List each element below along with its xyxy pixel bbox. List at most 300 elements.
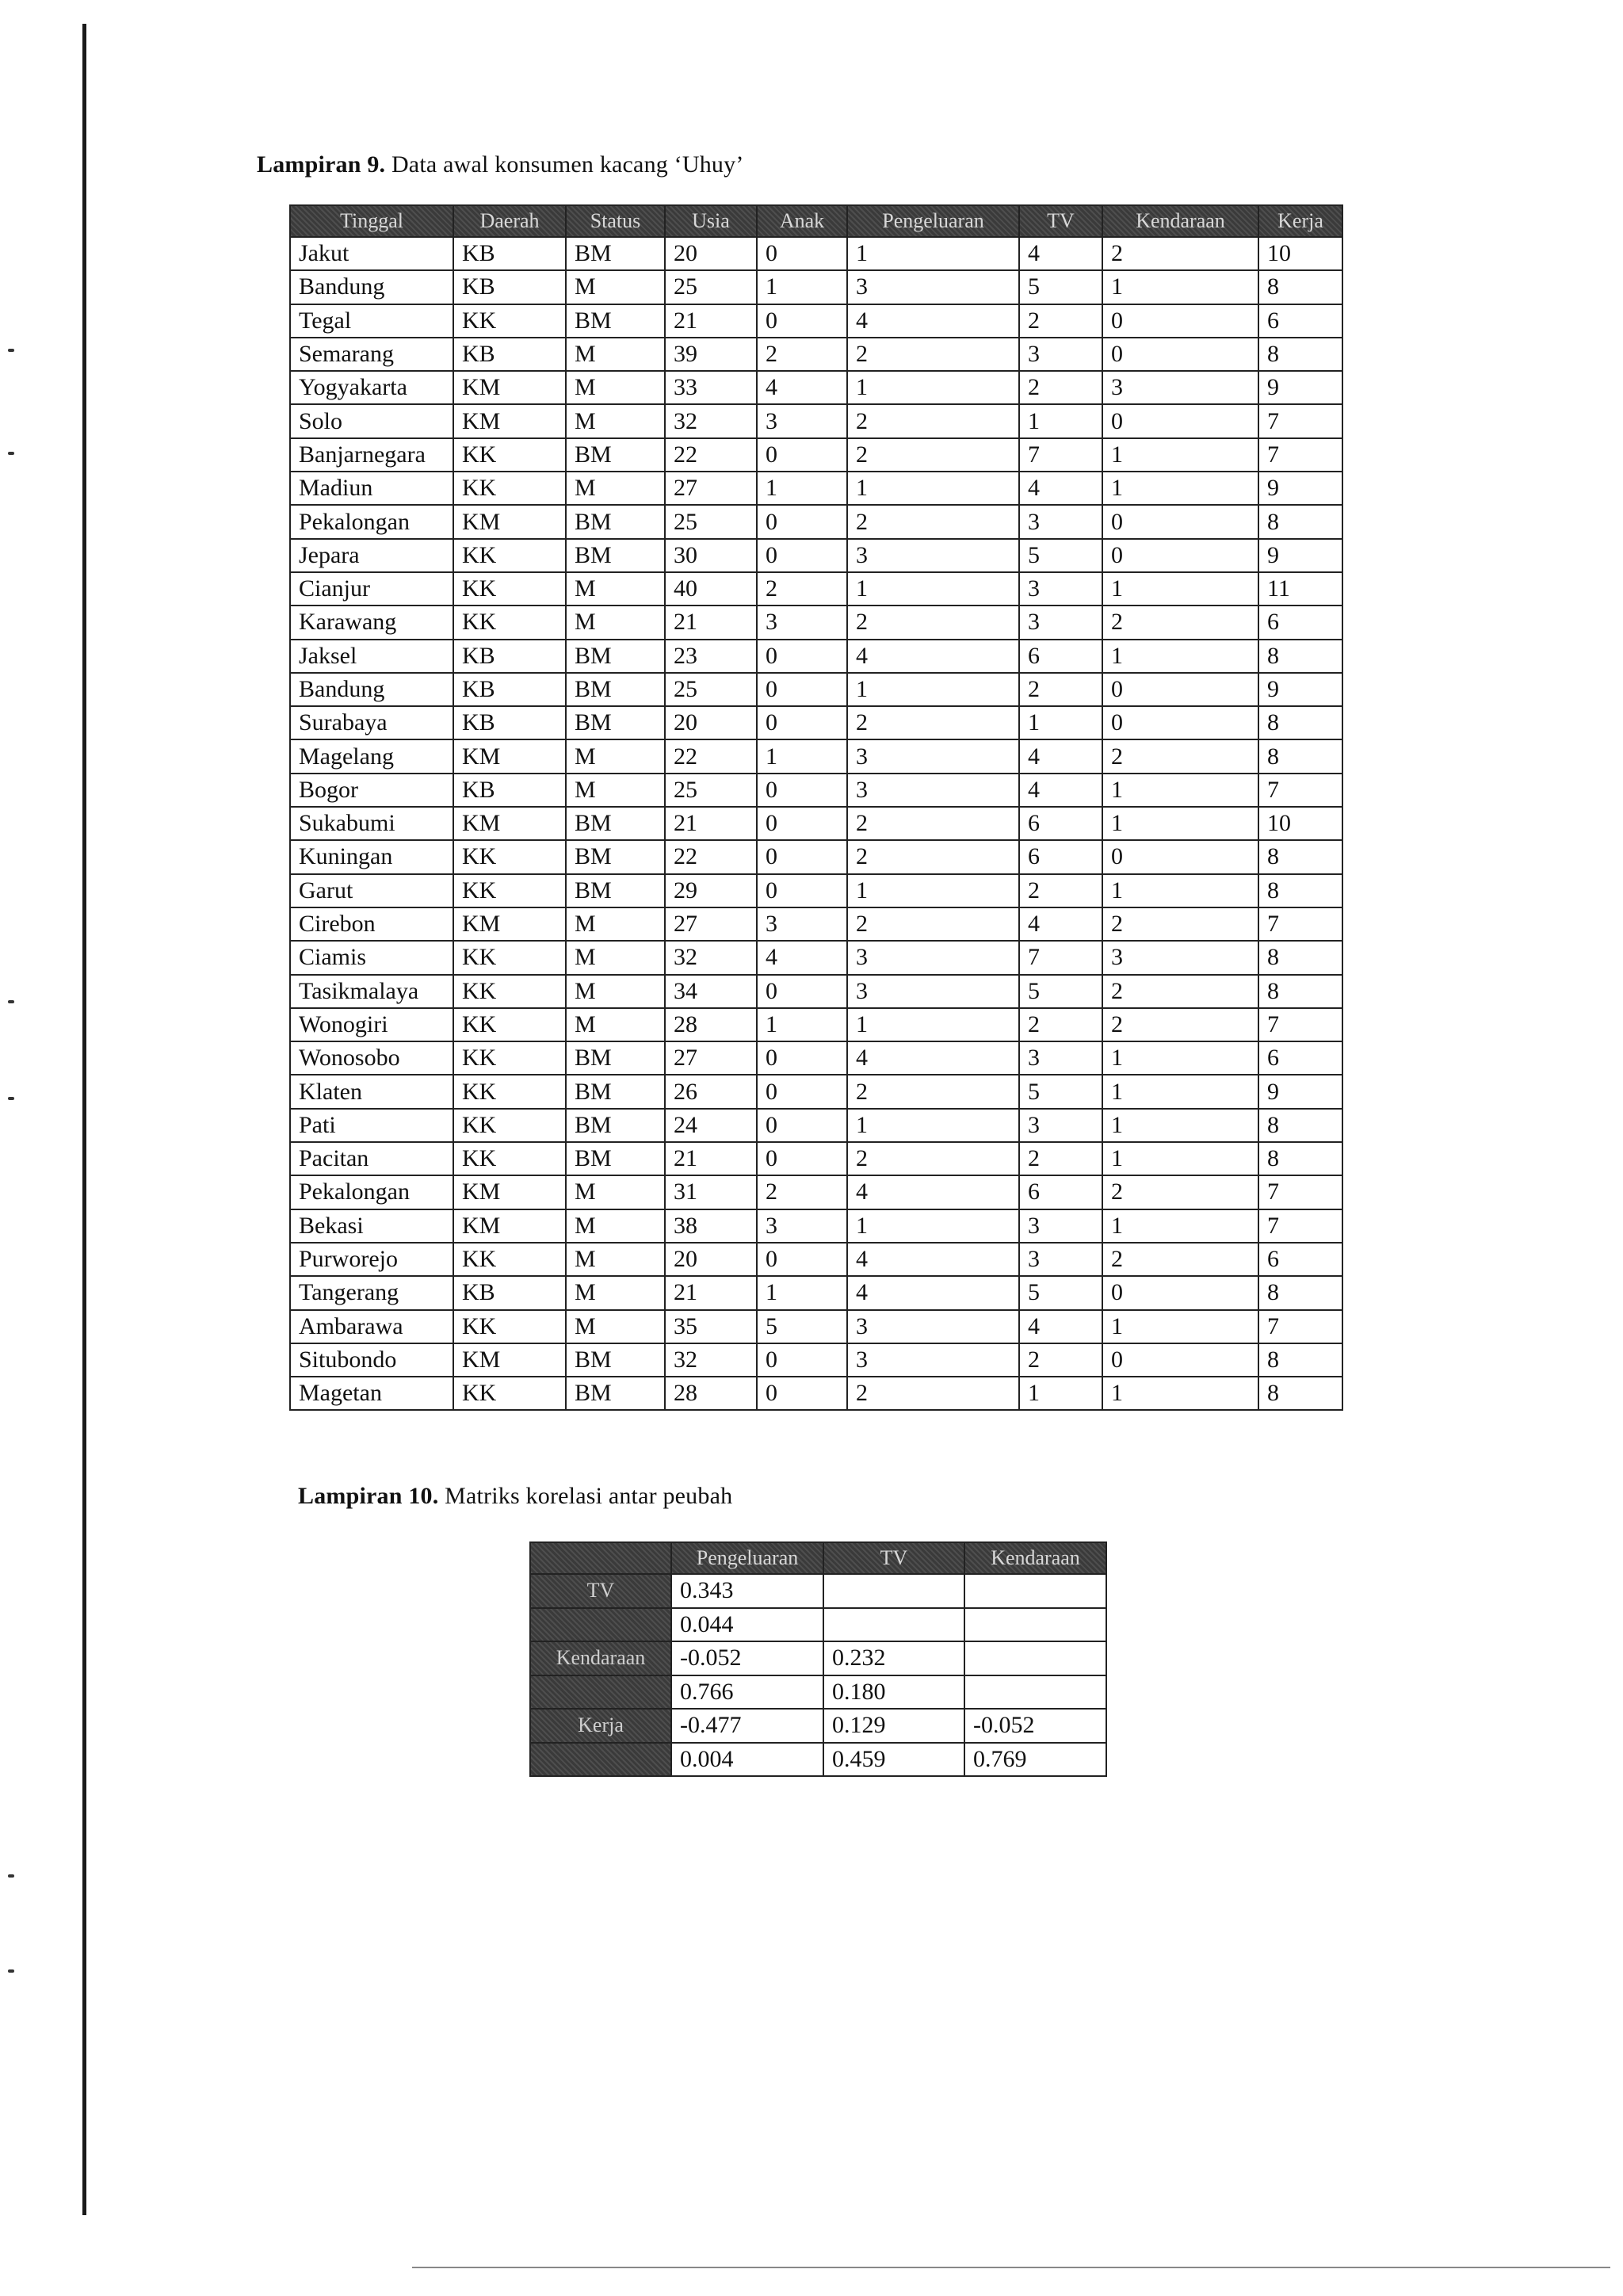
table-cell: 32 — [665, 941, 757, 974]
table-cell: KM — [453, 371, 566, 404]
table-cell — [964, 1641, 1106, 1675]
table-cell: BM — [566, 874, 665, 907]
table-cell: 0 — [757, 237, 847, 270]
table-cell: 2 — [1102, 1175, 1258, 1209]
table-cell: 0 — [1102, 505, 1258, 538]
table-cell: 9 — [1258, 673, 1342, 706]
table-cell: 34 — [665, 975, 757, 1008]
table-cell: 2 — [847, 338, 1019, 371]
table-cell: 0 — [757, 975, 847, 1008]
table-cell: Tasikmalaya — [290, 975, 453, 1008]
table-cell: 0 — [757, 1343, 847, 1377]
table-cell: 4 — [1019, 237, 1102, 270]
table-cell: 20 — [665, 237, 757, 270]
table-row — [290, 270, 1342, 304]
table-cell: KK — [453, 539, 566, 572]
table-cell: Tangerang — [290, 1276, 453, 1309]
table-cell: 11 — [1258, 572, 1342, 606]
table-cell: BM — [566, 237, 665, 270]
table-cell: M — [566, 739, 665, 773]
table-cell: 27 — [665, 1041, 757, 1075]
table-cell: 8 — [1258, 1276, 1342, 1309]
table-cell: 2 — [1102, 1243, 1258, 1276]
table-cell: BM — [566, 304, 665, 338]
lampiran-10-label: Lampiran 10. — [298, 1483, 439, 1509]
table-cell: 0 — [1102, 673, 1258, 706]
table-cell: 3 — [1102, 371, 1258, 404]
table-cell: 0 — [1102, 338, 1258, 371]
table-cell: KK — [453, 1310, 566, 1343]
table-cell: 3 — [1019, 338, 1102, 371]
scan-speck — [8, 452, 14, 455]
table-cell: KK — [453, 1109, 566, 1142]
table-cell — [964, 1675, 1106, 1710]
table-cell: Kuningan — [290, 840, 453, 873]
table-cell: 8 — [1258, 270, 1342, 304]
table-cell: 2 — [1019, 1008, 1102, 1041]
table-cell: 8 — [1258, 739, 1342, 773]
table-row — [290, 404, 1342, 437]
table-cell: 40 — [665, 572, 757, 606]
table-cell: 2 — [1019, 1343, 1102, 1377]
table-cell: 1 — [1102, 438, 1258, 472]
table-cell: 8 — [1258, 941, 1342, 974]
column-header — [530, 1542, 671, 1574]
table-cell: 0 — [757, 640, 847, 673]
table-cell: BM — [566, 1377, 665, 1410]
table-cell: 2 — [1019, 673, 1102, 706]
table-cell: Semarang — [290, 338, 453, 371]
binding-edge-line — [82, 24, 86, 2215]
column-header: Anak — [757, 205, 847, 237]
table-cell: 25 — [665, 270, 757, 304]
table-cell: -0.052 — [964, 1709, 1106, 1743]
table-cell: 24 — [665, 1109, 757, 1142]
table-cell: 3 — [847, 975, 1019, 1008]
row-header — [530, 1608, 671, 1642]
column-header: Kerja — [1258, 205, 1342, 237]
table-cell: 8 — [1258, 640, 1342, 673]
table-cell: KK — [453, 1243, 566, 1276]
table-cell: 0 — [757, 706, 847, 739]
table-cell: KM — [453, 907, 566, 941]
table-cell: Ciamis — [290, 941, 453, 974]
table-cell: 35 — [665, 1310, 757, 1343]
table-cell: Jaksel — [290, 640, 453, 673]
table-row — [290, 572, 1342, 606]
table-cell: Magelang — [290, 739, 453, 773]
table-cell: 1 — [1102, 807, 1258, 840]
table-row — [290, 1142, 1342, 1175]
column-header: Kendaraan — [1102, 205, 1258, 237]
table-cell: 1 — [847, 1008, 1019, 1041]
table-cell: 3 — [1019, 505, 1102, 538]
table-cell: 5 — [1019, 270, 1102, 304]
table-cell: 5 — [1019, 1075, 1102, 1108]
table-cell: 0 — [757, 774, 847, 807]
table-cell: 1 — [1102, 774, 1258, 807]
table-cell: 2 — [847, 1142, 1019, 1175]
table-row — [530, 1574, 1106, 1608]
table-cell: 1 — [757, 1008, 847, 1041]
table-cell: M — [566, 338, 665, 371]
table-cell: 2 — [1102, 1008, 1258, 1041]
table-cell: 6 — [1019, 640, 1102, 673]
table-cell: 2 — [1019, 874, 1102, 907]
table-cell: 1 — [847, 371, 1019, 404]
table-cell: 32 — [665, 404, 757, 437]
table-cell: Bandung — [290, 673, 453, 706]
table-cell: 8 — [1258, 505, 1342, 538]
table-row — [290, 774, 1342, 807]
row-header — [530, 1743, 671, 1777]
table-cell: 21 — [665, 304, 757, 338]
table-cell: 1 — [847, 472, 1019, 505]
column-header: Pengeluaran — [847, 205, 1019, 237]
table-cell: 6 — [1258, 606, 1342, 639]
table-row — [290, 606, 1342, 639]
table-cell: 4 — [1019, 472, 1102, 505]
table-cell: 2 — [847, 1075, 1019, 1108]
table-cell: 20 — [665, 1243, 757, 1276]
scan-speck — [8, 1000, 14, 1003]
table-cell: M — [566, 371, 665, 404]
table-cell: BM — [566, 673, 665, 706]
table-cell: 8 — [1258, 338, 1342, 371]
table-row — [290, 1175, 1342, 1209]
table-cell: 8 — [1258, 840, 1342, 873]
table-cell: 4 — [847, 304, 1019, 338]
table-cell: 21 — [665, 807, 757, 840]
column-header: Tinggal — [290, 205, 453, 237]
table-cell: 3 — [757, 606, 847, 639]
table-header-row — [290, 205, 1342, 237]
table-cell: 21 — [665, 1142, 757, 1175]
table-cell: M — [566, 1008, 665, 1041]
table-cell: 8 — [1258, 1142, 1342, 1175]
table-cell: 0 — [1102, 1276, 1258, 1309]
table-cell: M — [566, 1175, 665, 1209]
table-cell: KM — [453, 1343, 566, 1377]
table-cell: 5 — [757, 1310, 847, 1343]
table-cell: Karawang — [290, 606, 453, 639]
table-row — [290, 1008, 1342, 1041]
table-cell: 0.766 — [671, 1675, 823, 1710]
table-row — [290, 673, 1342, 706]
table-cell: Madiun — [290, 472, 453, 505]
table-row — [290, 1075, 1342, 1108]
table-cell: -0.477 — [671, 1709, 823, 1743]
table-cell: 0 — [1102, 840, 1258, 873]
table-cell: BM — [566, 1075, 665, 1108]
table-cell: M — [566, 941, 665, 974]
table-cell: 0 — [757, 1041, 847, 1075]
table-cell: M — [566, 572, 665, 606]
table-cell: 2 — [1102, 237, 1258, 270]
table-cell: 21 — [665, 1276, 757, 1309]
table-cell: 1 — [1102, 472, 1258, 505]
table-cell: KB — [453, 270, 566, 304]
table-cell: 0 — [1102, 706, 1258, 739]
row-header: Kendaraan — [530, 1641, 671, 1675]
table-cell: Cirebon — [290, 907, 453, 941]
table-cell: 3 — [1019, 1041, 1102, 1075]
table-cell: KK — [453, 975, 566, 1008]
table-cell: 2 — [757, 1175, 847, 1209]
row-header: Kerja — [530, 1709, 671, 1743]
table-row — [290, 1109, 1342, 1142]
table-cell: 7 — [1258, 907, 1342, 941]
table-cell: 2 — [757, 338, 847, 371]
table-cell: KB — [453, 1276, 566, 1309]
table-cell: 9 — [1258, 1075, 1342, 1108]
table-cell: 1 — [1102, 270, 1258, 304]
table-cell: KK — [453, 1075, 566, 1108]
table-cell: 3 — [1019, 1243, 1102, 1276]
table-cell: 0.180 — [823, 1675, 964, 1710]
table-row — [290, 1041, 1342, 1075]
table-cell: 3 — [847, 941, 1019, 974]
table-cell: 2 — [847, 606, 1019, 639]
table-cell: BM — [566, 840, 665, 873]
table-cell: 2 — [1019, 371, 1102, 404]
table-cell: 2 — [847, 1377, 1019, 1410]
table-cell: 38 — [665, 1209, 757, 1243]
table-cell: M — [566, 404, 665, 437]
table-cell: 3 — [1019, 606, 1102, 639]
table-cell: Wonogiri — [290, 1008, 453, 1041]
table-cell: 28 — [665, 1377, 757, 1410]
table-cell: 3 — [847, 1343, 1019, 1377]
table-cell: BM — [566, 807, 665, 840]
table-cell: 0 — [757, 807, 847, 840]
table-cell: 7 — [1019, 941, 1102, 974]
table-cell: Magetan — [290, 1377, 453, 1410]
table-cell: 3 — [847, 739, 1019, 773]
table-row — [290, 1343, 1342, 1377]
table-cell: 0 — [757, 874, 847, 907]
table-cell: 0 — [757, 438, 847, 472]
table-cell: M — [566, 606, 665, 639]
table-cell: KB — [453, 237, 566, 270]
table-cell: 10 — [1258, 807, 1342, 840]
scan-speck — [8, 349, 14, 352]
table-cell: 22 — [665, 438, 757, 472]
table-cell: 0 — [757, 1243, 847, 1276]
table-header-row — [530, 1542, 1106, 1574]
table-cell: Wonosobo — [290, 1041, 453, 1075]
lampiran-9-label: Lampiran 9. — [257, 151, 386, 178]
table-cell: 6 — [1258, 304, 1342, 338]
table-cell: 4 — [1019, 774, 1102, 807]
table-row — [290, 1276, 1342, 1309]
table-cell: BM — [566, 1343, 665, 1377]
table-cell: KB — [453, 338, 566, 371]
table-cell: 3 — [757, 1209, 847, 1243]
table-cell: Sukabumi — [290, 807, 453, 840]
table-cell: 2 — [1102, 739, 1258, 773]
table-cell: 2 — [757, 572, 847, 606]
table-cell: Bandung — [290, 270, 453, 304]
table-cell: BM — [566, 505, 665, 538]
table-cell: 2 — [847, 807, 1019, 840]
table-cell: 0 — [1102, 404, 1258, 437]
table-cell: 1 — [847, 874, 1019, 907]
table-cell: BM — [566, 1041, 665, 1075]
table-cell: 23 — [665, 640, 757, 673]
table-row — [290, 237, 1342, 270]
table-row — [290, 840, 1342, 873]
column-header: TV — [1019, 205, 1102, 237]
table-cell: 8 — [1258, 1343, 1342, 1377]
table-row — [290, 941, 1342, 974]
table-cell: Situbondo — [290, 1343, 453, 1377]
table-cell: 1 — [1102, 640, 1258, 673]
table-cell: 2 — [847, 438, 1019, 472]
table-cell: 1 — [1019, 706, 1102, 739]
table-cell: 5 — [1019, 1276, 1102, 1309]
table-cell: Bogor — [290, 774, 453, 807]
table-cell: 4 — [1019, 739, 1102, 773]
table-cell: M — [566, 1243, 665, 1276]
table-cell: Pekalongan — [290, 1175, 453, 1209]
table-cell: 3 — [847, 270, 1019, 304]
table-cell: 1 — [1102, 1041, 1258, 1075]
lampiran-10-title: Matriks korelasi antar peubah — [445, 1483, 733, 1509]
table-cell: KB — [453, 774, 566, 807]
table-row — [290, 1377, 1342, 1410]
table-cell: 1 — [1102, 874, 1258, 907]
table-cell: 0 — [1102, 539, 1258, 572]
table-cell: 7 — [1258, 1175, 1342, 1209]
table-cell: 2 — [1019, 1142, 1102, 1175]
table-cell — [964, 1608, 1106, 1642]
table-cell: BM — [566, 1142, 665, 1175]
table-cell: KK — [453, 606, 566, 639]
table-cell: KB — [453, 673, 566, 706]
table-cell: BM — [566, 539, 665, 572]
table-cell: 1 — [847, 1209, 1019, 1243]
table-row — [530, 1608, 1106, 1642]
table-cell: 3 — [847, 1310, 1019, 1343]
table-cell: 6 — [1258, 1041, 1342, 1075]
table-cell: 0 — [757, 840, 847, 873]
table-cell: M — [566, 975, 665, 1008]
table-cell: BM — [566, 706, 665, 739]
table-cell: 4 — [847, 640, 1019, 673]
table-cell: 6 — [1019, 840, 1102, 873]
table-row — [290, 975, 1342, 1008]
table-cell: 30 — [665, 539, 757, 572]
table-cell: Klaten — [290, 1075, 453, 1108]
table-cell: M — [566, 1276, 665, 1309]
table-row — [290, 338, 1342, 371]
column-header: Pengeluaran — [671, 1542, 823, 1574]
table-cell: M — [566, 1310, 665, 1343]
table-cell: KM — [453, 807, 566, 840]
table-cell: 39 — [665, 338, 757, 371]
table-row — [530, 1675, 1106, 1710]
table-cell: 7 — [1019, 438, 1102, 472]
table-cell: 3 — [757, 907, 847, 941]
table-cell: 4 — [1019, 907, 1102, 941]
column-header: Kendaraan — [964, 1542, 1106, 1574]
table-cell: M — [566, 774, 665, 807]
table-cell: 25 — [665, 505, 757, 538]
table-cell: 0 — [757, 505, 847, 538]
table-cell: 4 — [1019, 1310, 1102, 1343]
table-cell: Cianjur — [290, 572, 453, 606]
table-cell: 1 — [757, 739, 847, 773]
table-cell: 8 — [1258, 874, 1342, 907]
table-cell: KM — [453, 1175, 566, 1209]
table-cell: 1 — [1102, 572, 1258, 606]
table-cell: 0 — [1102, 304, 1258, 338]
table-cell: 20 — [665, 706, 757, 739]
table-row — [290, 706, 1342, 739]
table-cell: 3 — [847, 539, 1019, 572]
table-cell: 1 — [1102, 1377, 1258, 1410]
table-cell: 10 — [1258, 237, 1342, 270]
table-cell: Surabaya — [290, 706, 453, 739]
table-cell: 1 — [847, 572, 1019, 606]
table-cell: Bekasi — [290, 1209, 453, 1243]
table-cell: 9 — [1258, 472, 1342, 505]
table-cell: BM — [566, 438, 665, 472]
table-cell: 5 — [1019, 975, 1102, 1008]
table-cell: 6 — [1019, 807, 1102, 840]
scan-speck — [8, 1874, 14, 1878]
table-cell: 21 — [665, 606, 757, 639]
table-cell: Garut — [290, 874, 453, 907]
table-cell: 0 — [757, 1109, 847, 1142]
table-cell: 2 — [847, 706, 1019, 739]
table-cell: 5 — [1019, 539, 1102, 572]
table-cell: 1 — [1102, 1142, 1258, 1175]
table-cell: 1 — [847, 1109, 1019, 1142]
table-cell: 27 — [665, 907, 757, 941]
table-cell: KM — [453, 404, 566, 437]
table-cell: 7 — [1258, 404, 1342, 437]
table-row — [290, 640, 1342, 673]
table-cell: 7 — [1258, 774, 1342, 807]
table-cell: 1 — [1102, 1209, 1258, 1243]
table-cell: Pacitan — [290, 1142, 453, 1175]
table-cell: BM — [566, 1109, 665, 1142]
table-cell: 0 — [757, 673, 847, 706]
table-cell: 3 — [847, 774, 1019, 807]
table-cell: 0.232 — [823, 1641, 964, 1675]
table-cell: 4 — [847, 1041, 1019, 1075]
table-cell: 0 — [757, 304, 847, 338]
table-cell: 1 — [757, 1276, 847, 1309]
table-cell: 0.004 — [671, 1743, 823, 1777]
table-cell: 7 — [1258, 1008, 1342, 1041]
table-row — [290, 505, 1342, 538]
table-cell: 4 — [847, 1243, 1019, 1276]
column-header: Status — [566, 205, 665, 237]
table-cell: 0.459 — [823, 1743, 964, 1777]
table-cell: 22 — [665, 739, 757, 773]
table-cell: 2 — [1102, 975, 1258, 1008]
table-cell: 2 — [847, 505, 1019, 538]
table-cell: 8 — [1258, 975, 1342, 1008]
table-row — [290, 371, 1342, 404]
table-cell: 0 — [757, 1377, 847, 1410]
table-cell: 0 — [757, 1142, 847, 1175]
table-row — [290, 739, 1342, 773]
table-cell: 0.343 — [671, 1574, 823, 1608]
